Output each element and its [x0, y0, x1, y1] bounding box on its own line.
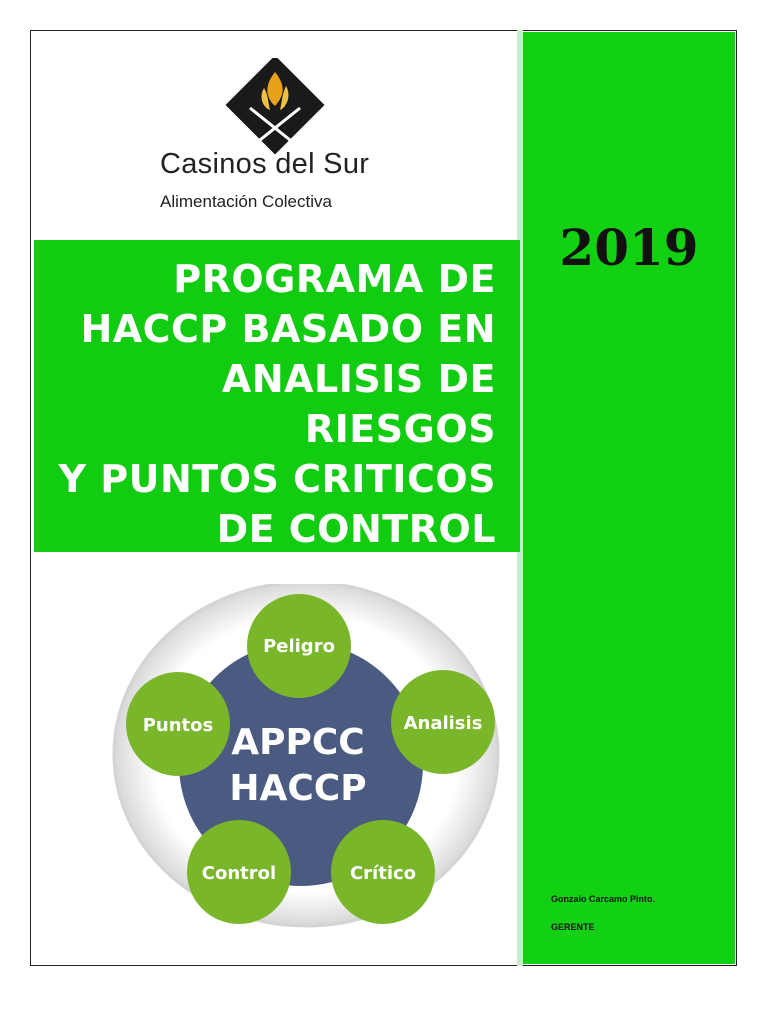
node-label: Peligro — [263, 636, 335, 657]
author-block — [551, 885, 655, 941]
title-line: Y PUNTOS CRITICOS — [58, 457, 496, 501]
title-line: DE CONTROL — [216, 507, 496, 551]
logo-icon — [226, 58, 325, 154]
author-role: GERENTE — [551, 922, 595, 932]
center-label-bottom: HACCP — [229, 768, 367, 809]
title-line: HACCP BASADO EN — [80, 307, 496, 351]
node-label: Crítico — [349, 863, 417, 884]
title-line: ANALISIS DE RIESGOS — [221, 357, 496, 451]
center-label-top: APPCC — [231, 722, 365, 763]
brand-name: Casinos del Sur — [160, 148, 370, 180]
node-label: Control — [201, 863, 277, 884]
node-label: Analisis — [403, 713, 483, 734]
title-box — [34, 240, 520, 552]
year: 2019 — [559, 218, 699, 277]
node-label: Puntos — [142, 715, 214, 736]
document-title — [34, 254, 496, 554]
right-green-panel — [523, 32, 735, 964]
author-name: Gonzalo Carcamo Pinto. — [551, 894, 656, 904]
haccp-diagram — [108, 584, 504, 932]
brand-tagline: Alimentación Colectiva — [160, 192, 332, 211]
title-line: PROGRAMA DE — [173, 257, 496, 301]
